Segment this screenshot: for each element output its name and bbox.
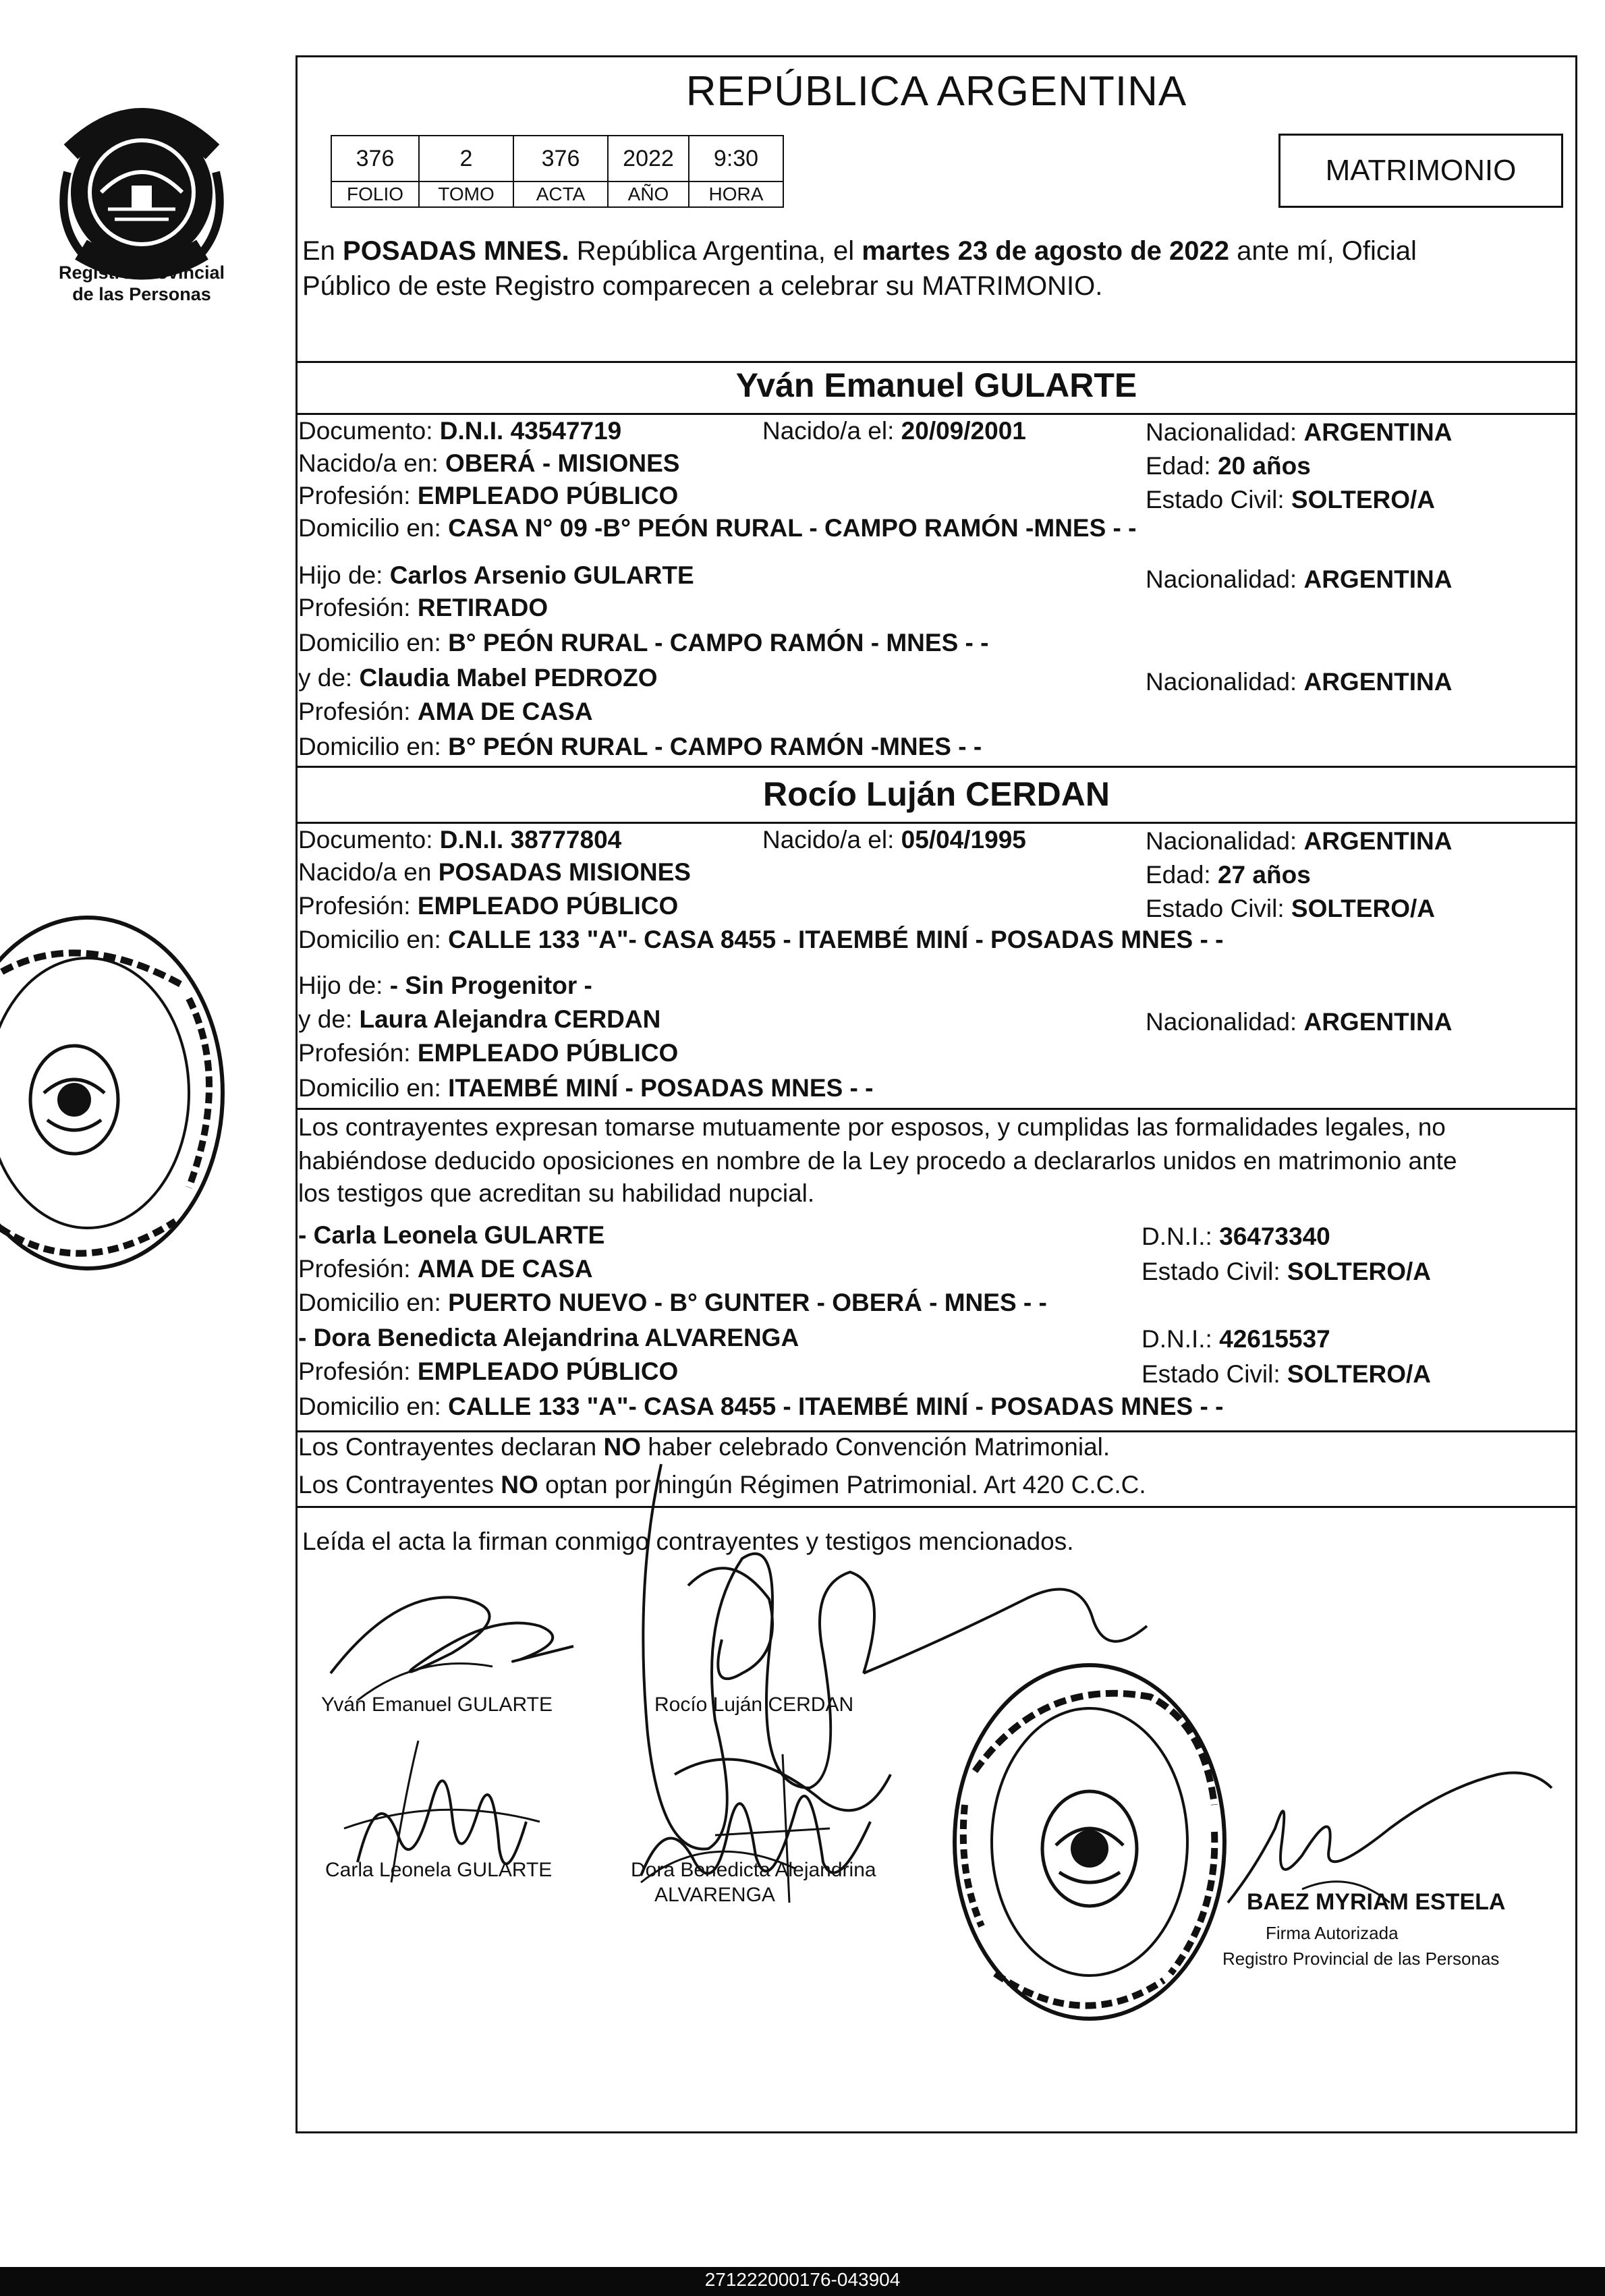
groom-mother-profession xyxy=(298,698,593,726)
official-registry-stamp xyxy=(948,1656,1231,2027)
field-label: Edad: xyxy=(1146,452,1218,480)
folio-value: 376 xyxy=(331,136,419,181)
intro-place: POSADAS MNES. xyxy=(343,236,569,266)
field-value: ARGENTINA xyxy=(1303,565,1453,593)
officer-role: Firma Autorizada xyxy=(1266,1923,1399,1943)
bride-birthplace xyxy=(298,858,691,887)
field-value: EMPLEADO PÚBLICO xyxy=(417,1039,679,1067)
field-value: 42615537 xyxy=(1219,1325,1330,1353)
field-label: Domicilio en: xyxy=(298,926,449,953)
field-label: Domicilio en: xyxy=(298,629,449,656)
intro-text: República Argentina, el xyxy=(569,236,862,266)
groom-signature xyxy=(317,1572,600,1707)
convention-text: Los Contrayentes declaran xyxy=(298,1433,604,1461)
field-value: 20/09/2001 xyxy=(901,417,1026,445)
field-value: - Carla Leonela GULARTE xyxy=(298,1221,605,1249)
field-value: B° PEÓN RURAL - CAMPO RAMÓN -MNES - - xyxy=(448,733,982,760)
bride-nationality xyxy=(1146,827,1452,856)
witness2-dni xyxy=(1142,1325,1330,1353)
intro-line-2: Público de este Registro comparecen a celebrar su MATRIMONIO. xyxy=(302,271,1103,301)
field-value: ARGENTINA xyxy=(1303,827,1453,855)
hour-value: 9:30 xyxy=(689,136,783,181)
field-label: Estado Civil: xyxy=(1146,895,1291,922)
officer-organization: Registro Provincial de las Personas xyxy=(1222,1949,1500,1969)
groom-father xyxy=(298,561,694,590)
acta-label: ACTA xyxy=(513,181,608,207)
registry-reference-table xyxy=(331,135,784,208)
bride-age xyxy=(1146,861,1311,889)
convention-text: Los Contrayentes xyxy=(298,1471,501,1499)
bride-signature-label: Rocío Luján CERDAN xyxy=(654,1693,854,1716)
witness1-name xyxy=(298,1221,604,1250)
bride-document xyxy=(298,826,621,854)
field-value: B° PEÓN RURAL - CAMPO RAMÓN - MNES - - xyxy=(448,629,989,656)
field-value: PUERTO NUEVO - B° GUNTER - OBERÁ - MNES - - xyxy=(448,1289,1047,1316)
field-label: Estado Civil: xyxy=(1142,1360,1287,1388)
field-value: 20 años xyxy=(1217,452,1311,480)
acta-value: 376 xyxy=(513,136,608,181)
field-label: Hijo de: xyxy=(298,972,390,999)
field-label: Nacionalidad: xyxy=(1146,1008,1304,1036)
intro-text: En xyxy=(302,236,343,266)
intro-line-1 xyxy=(302,236,1417,267)
convention-no: NO xyxy=(501,1471,538,1499)
field-label: Nacido/a en xyxy=(298,858,439,886)
witness2-civil-status xyxy=(1142,1360,1431,1389)
year-label: AÑO xyxy=(608,181,689,207)
field-label: Nacido/a el: xyxy=(762,417,901,445)
bride-mother xyxy=(298,1005,660,1034)
document-barcode-number: 271222000176-043904 xyxy=(704,2269,901,2290)
intro-text: ante mí, Oficial xyxy=(1229,236,1417,266)
witness2-signature-label-line2: ALVARENGA xyxy=(654,1884,775,1906)
org-name-line2: de las Personas xyxy=(72,284,211,304)
field-value: Laura Alejandra CERDAN xyxy=(359,1005,661,1033)
witness1-civil-status xyxy=(1142,1258,1431,1286)
field-label: Profesión: xyxy=(298,698,418,725)
field-label: Edad: xyxy=(1146,861,1218,889)
declaration-line-2: habiéndose deducido oposiciones en nombre de la Ley procedo a declararlos unidos en matrimonio ante xyxy=(298,1147,1457,1175)
field-value: ARGENTINA xyxy=(1303,418,1453,446)
field-label: Domicilio en: xyxy=(298,1074,449,1102)
groom-profession xyxy=(298,482,678,510)
field-value: 05/04/1995 xyxy=(901,826,1026,853)
tomo-value: 2 xyxy=(419,136,513,181)
closing-statement: Leída el acta la firman conmigo contrayentes y testigos mencionados. xyxy=(302,1528,1074,1555)
divider xyxy=(295,822,1577,824)
field-value: D.N.I. 43547719 xyxy=(439,417,622,445)
field-label: Nacionalidad: xyxy=(1146,565,1304,593)
groom-mother xyxy=(298,664,658,692)
field-value: ITAEMBÉ MINÍ - POSADAS MNES - - xyxy=(448,1074,874,1102)
bride-name-heading: Rocío Luján CERDAN xyxy=(763,775,1110,813)
country-title: REPÚBLICA ARGENTINA xyxy=(685,68,1187,115)
bride-father xyxy=(298,972,592,1000)
bride-mother-profession xyxy=(298,1039,678,1067)
field-label: Documento: xyxy=(298,826,440,853)
field-label: Nacionalidad: xyxy=(1146,668,1304,696)
field-value: - Sin Progenitor - xyxy=(389,972,592,999)
field-label: Domicilio en: xyxy=(298,514,449,542)
field-label: y de: xyxy=(298,1005,360,1033)
field-value: 27 años xyxy=(1217,861,1311,889)
groom-document xyxy=(298,417,621,445)
field-value: POSADAS MISIONES xyxy=(438,858,691,886)
witness2-signature-label-line1: Dora Benedicta Alejandrina xyxy=(631,1859,876,1881)
field-value: CALLE 133 "A"- CASA 8455 - ITAEMBÉ MINÍ - POSADAS MNES - - xyxy=(448,926,1224,953)
hour-label: HORA xyxy=(689,181,783,207)
divider xyxy=(295,361,1577,363)
witness1-signature-label: Carla Leonela GULARTE xyxy=(325,1859,553,1881)
groom-father-address xyxy=(298,629,988,657)
divider xyxy=(295,413,1577,415)
field-label: D.N.I.: xyxy=(1142,1223,1220,1250)
field-value: EMPLEADO PÚBLICO xyxy=(417,892,679,920)
witness2-profession xyxy=(298,1357,678,1386)
field-value: AMA DE CASA xyxy=(417,1255,593,1283)
witness2-name xyxy=(298,1324,799,1352)
field-value: D.N.I. 38777804 xyxy=(439,826,622,853)
groom-signature-label: Yván Emanuel GULARTE xyxy=(321,1693,553,1716)
divider xyxy=(295,766,1577,768)
field-label: Documento: xyxy=(298,417,440,445)
field-label: Hijo de: xyxy=(298,561,390,589)
groom-mother-nationality xyxy=(1146,668,1452,696)
groom-nationality xyxy=(1146,418,1452,447)
groom-mother-address xyxy=(298,733,982,761)
field-value: ARGENTINA xyxy=(1303,1008,1453,1036)
divider xyxy=(295,1108,1577,1110)
field-value: AMA DE CASA xyxy=(417,698,593,725)
officer-name: BAEZ MYRIAM ESTELA xyxy=(1247,1889,1506,1915)
witness1-profession xyxy=(298,1255,593,1283)
year-value: 2022 xyxy=(608,136,689,181)
field-value: CASA N° 09 -B° PEÓN RURAL - CAMPO RAMÓN -MNES - - xyxy=(448,514,1137,542)
field-value: EMPLEADO PÚBLICO xyxy=(417,1357,679,1385)
field-value: SOLTERO/A xyxy=(1287,1360,1432,1388)
witness2-address xyxy=(298,1393,1223,1421)
field-label: Profesión: xyxy=(298,1255,418,1283)
tomo-label: TOMO xyxy=(419,181,513,207)
field-value: 36473340 xyxy=(1219,1223,1330,1250)
field-value: - Dora Benedicta Alejandrina ALVARENGA xyxy=(298,1324,799,1351)
groom-father-nationality xyxy=(1146,565,1452,594)
field-label: Profesión: xyxy=(298,892,418,920)
groom-name-heading: Yván Emanuel GULARTE xyxy=(735,366,1137,404)
convention-text: haber celebrado Convención Matrimonial. xyxy=(641,1433,1110,1461)
bride-mother-nationality xyxy=(1146,1008,1452,1036)
bride-address xyxy=(298,926,1223,954)
convention-text: optan por ningún Régimen Patrimonial. Art 420 C.C.C. xyxy=(538,1471,1146,1499)
field-label: D.N.I.: xyxy=(1142,1325,1220,1353)
folio-label: FOLIO xyxy=(331,181,419,207)
declaration-line-1: Los contrayentes expresan tomarse mutuamente por esposos, y cumplidas las formalidades legales, no xyxy=(298,1113,1446,1141)
field-value: SOLTERO/A xyxy=(1291,895,1436,922)
groom-birthplace xyxy=(298,449,679,478)
field-label: Domicilio en: xyxy=(298,1289,449,1316)
field-value: SOLTERO/A xyxy=(1287,1258,1432,1285)
field-value: EMPLEADO PÚBLICO xyxy=(417,482,679,509)
registry-org-name xyxy=(40,262,243,305)
field-label: Nacionalidad: xyxy=(1146,418,1304,446)
declaration-line-3: los testigos que acreditan su habilidad nupcial. xyxy=(298,1179,815,1207)
field-label: Estado Civil: xyxy=(1142,1258,1287,1285)
act-type-box: MATRIMONIO xyxy=(1278,134,1563,208)
field-value: CALLE 133 "A"- CASA 8455 - ITAEMBÉ MINÍ - POSADAS MNES - - xyxy=(448,1393,1224,1420)
bride-mother-address xyxy=(298,1074,873,1102)
field-label: Domicilio en: xyxy=(298,1393,449,1420)
field-value: Claudia Mabel PEDROZO xyxy=(359,664,658,692)
field-value: Carlos Arsenio GULARTE xyxy=(389,561,694,589)
field-value: SOLTERO/A xyxy=(1291,486,1436,513)
field-label: y de: xyxy=(298,664,360,692)
field-label: Nacido/a el: xyxy=(762,826,901,853)
groom-age xyxy=(1146,452,1311,480)
divider xyxy=(295,1430,1577,1432)
org-name-line1: Registro Provincial xyxy=(58,262,225,283)
field-label: Nacido/a en: xyxy=(298,449,446,477)
field-label: Nacionalidad: xyxy=(1146,827,1304,855)
intro-date: martes 23 de agosto de 2022 xyxy=(862,236,1229,266)
convention-no: NO xyxy=(603,1433,641,1461)
field-label: Profesión: xyxy=(298,1039,418,1067)
field-label: Profesión: xyxy=(298,1357,418,1385)
field-label: Profesión: xyxy=(298,482,418,509)
groom-birthdate xyxy=(762,417,1026,445)
bride-profession xyxy=(298,892,678,920)
field-value: OBERÁ - MISIONES xyxy=(445,449,680,477)
field-value: RETIRADO xyxy=(417,594,548,621)
witness1-address xyxy=(298,1289,1047,1317)
field-label: Estado Civil: xyxy=(1146,486,1291,513)
marriage-office-stamp-left xyxy=(0,904,243,1282)
bride-birthdate xyxy=(762,826,1026,854)
groom-address xyxy=(298,514,1136,542)
field-value: ARGENTINA xyxy=(1303,668,1453,696)
field-label: Domicilio en: xyxy=(298,733,449,760)
field-label: Profesión: xyxy=(298,594,418,621)
groom-father-profession xyxy=(298,594,548,622)
witness1-dni xyxy=(1142,1223,1330,1251)
groom-civil-status xyxy=(1146,486,1435,514)
bride-civil-status xyxy=(1146,895,1435,923)
